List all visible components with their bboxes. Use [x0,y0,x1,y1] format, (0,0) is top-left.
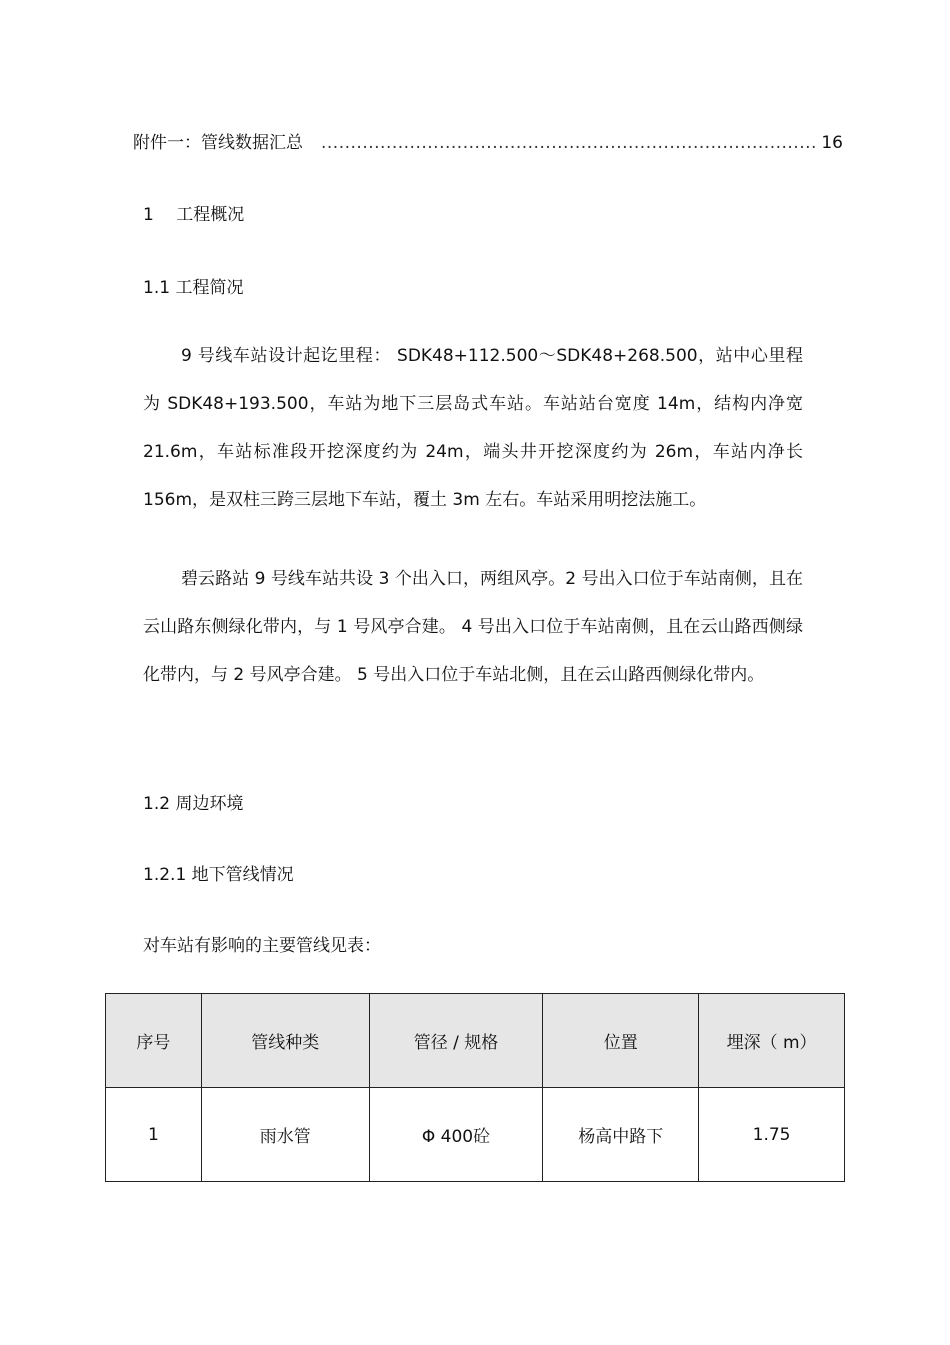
table-row [106,1088,845,1182]
cell-depth: 1.75 [699,1088,845,1182]
cell-diameter: Φ 400砼 [369,1088,543,1182]
paragraph-project-overview: 9 号线车站设计起讫里程： SDK48+112.500～SDK48+268.500，站中心里程为 SDK48+193.500，车站为地下三层岛式车站。车站站台宽度 14m，结构内净宽 21.6m，车站标准段开挖深度约为 24m，端头井开挖深度约为 26m，车站内净长 156m，是双柱三跨三层地下车站，覆土 3m 左右。车站采用明挖法施工。 [143,346,803,510]
paragraph-entrances: 碧云路站 9 号线车站共设 3 个出入口，两组风亭。2 号出入口位于车站南侧，且在云山路东侧绿化带内，与 1 号风亭合建。 4 号出入口位于车站南侧，且在云山路西侧绿化带内，与 2 号风亭合建。 5 号出入口位于车站北侧，且在云山路西侧绿化带内。 [143,569,803,685]
toc-label: 附件一：管线数据汇总 [133,133,303,153]
cell-type: 雨水管 [201,1088,369,1182]
heading-1-1: 1.1 工程简况 [143,278,244,298]
table-header-row [106,994,845,1088]
heading-1-2: 1.2 周边环境 [143,794,244,814]
header-cell-index: 序号 [106,994,202,1088]
heading-1-2-1: 1.2.1 地下管线情况 [143,865,294,885]
toc-page-number: 16 [821,133,843,153]
header-cell-location: 位置 [543,994,699,1088]
header-cell-depth: 埋深（ m） [699,994,845,1088]
toc-entry[interactable] [133,128,843,153]
pipeline-table [105,993,845,1182]
toc-leader-dots [321,133,815,153]
heading-1: 1 工程概况 [143,205,245,225]
cell-index: 1 [106,1088,202,1182]
cell-location: 杨高中路下 [543,1088,699,1182]
table-intro-text: 对车站有影响的主要管线见表： [143,936,381,956]
header-cell-diameter: 管径 / 规格 [369,994,543,1088]
header-cell-type: 管线种类 [201,994,369,1088]
